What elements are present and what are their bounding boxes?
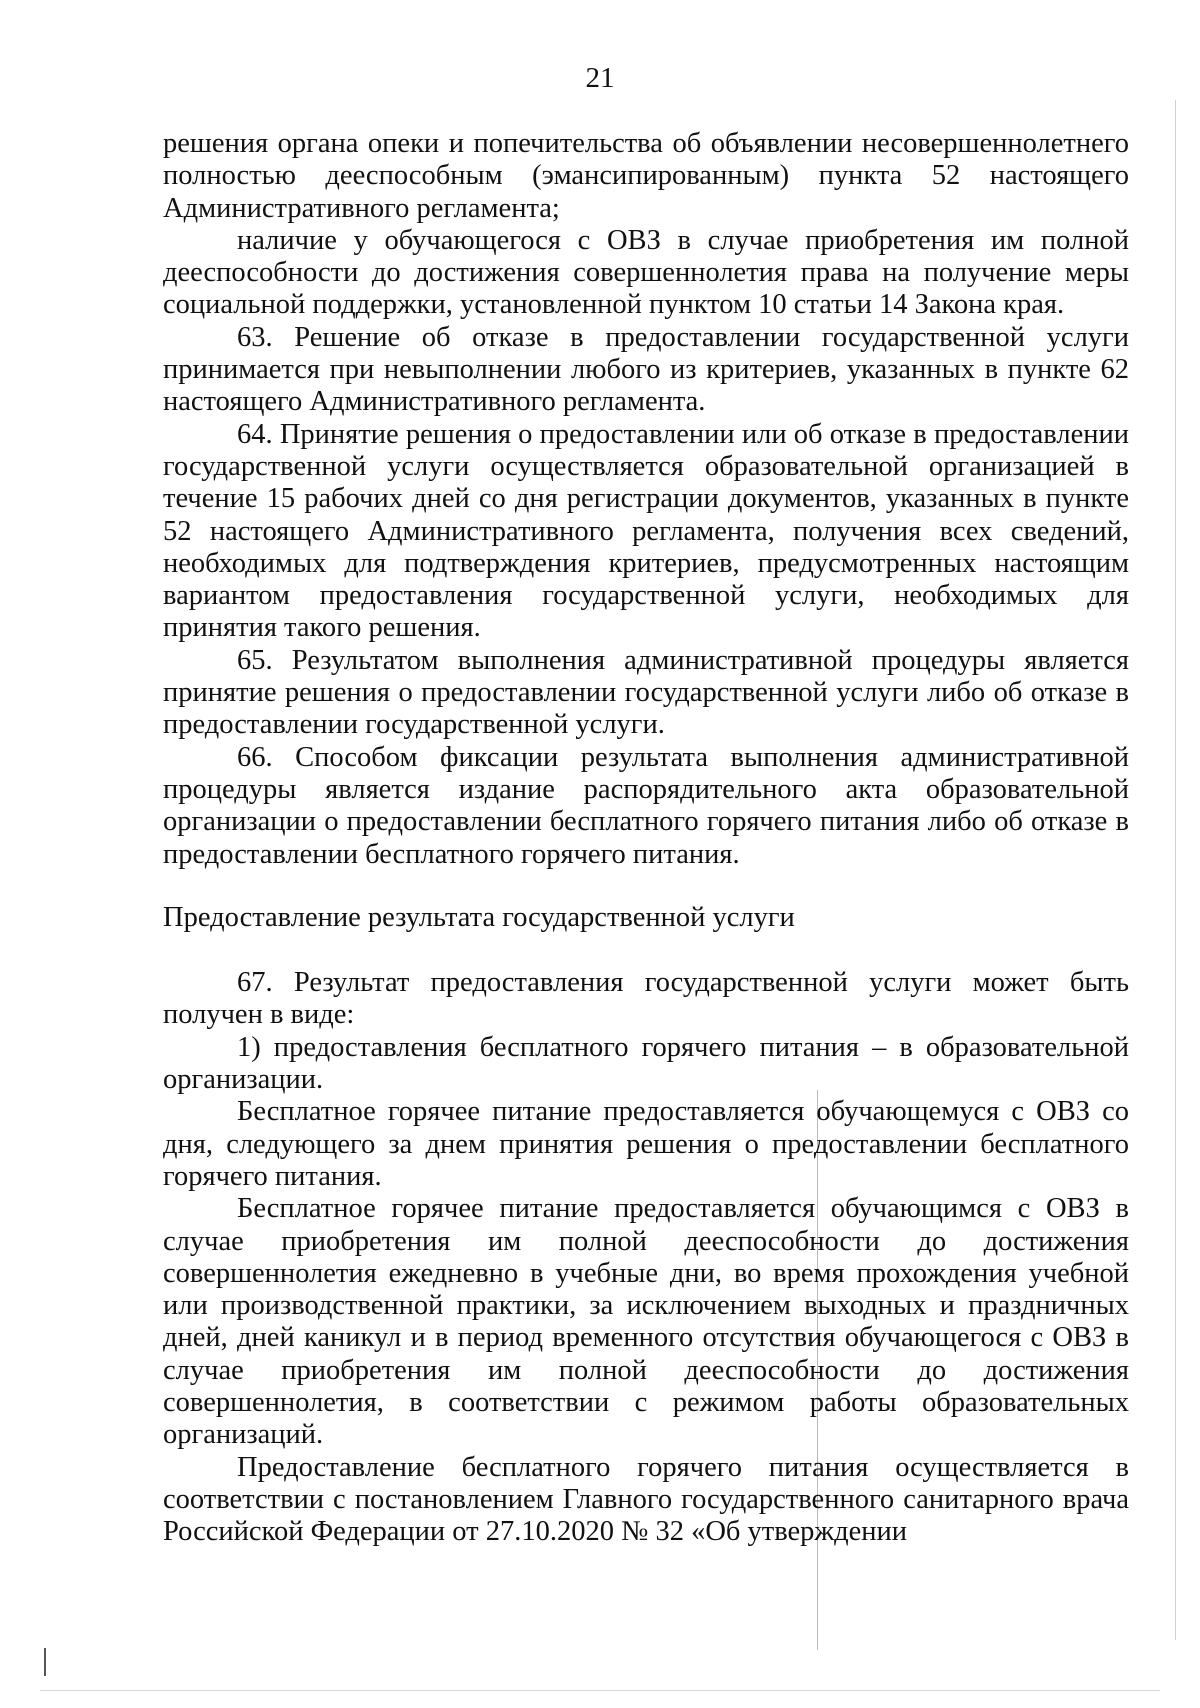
section-heading: Предоставление результата государственной услуги <box>163 901 795 933</box>
scan-artifact-line <box>1175 100 1176 1640</box>
document-body <box>163 128 1129 1548</box>
paragraph: 64. Принятие решения о предоставлении или об отказе в предоставлении государственной услуги осуществляется образовательной организацией в течение 15 рабочих дней со дня регистрации документов, указанных в пункте 52 настоящего Административного регламента, получения всех сведений, необходимых для подтверждения критериев, предусмотренных настоящим вариантом предоставления государственной услуги, необходимых для принятия такого решения. <box>163 418 1129 644</box>
paragraph: Предоставление бесплатного горячего питания осуществляется в соответствии с постановлением Главного государственного санитарного врача Российской Федерации от 27.10.2020 № 32 «Об утверждении <box>163 1451 1129 1548</box>
paragraph: решения органа опеки и попечительства об объявлении несовершеннолетнего полностью дееспособным (эмансипированным) пункта 52 настоящего Административного регламента; <box>163 128 1129 224</box>
paragraph: 63. Решение об отказе в предоставлении государственной услуги принимается при невыполнении любого из критериев, указанных в пункте 62 настоящего Административного регламента. <box>163 321 1129 418</box>
paragraph: 67. Результат предоставления государственной услуги может быть получен в виде: <box>163 967 1129 1031</box>
scan-artifact-line <box>44 1648 46 1676</box>
paragraph: Бесплатное горячее питание предоставляется обучающемуся с ОВЗ со дня, следующего за днем принятия решения о предоставлении бесплатного горячего питания. <box>163 1096 1129 1192</box>
paragraph: наличие у обучающегося с ОВЗ в случае приобретения им полной дееспособности до достижения совершеннолетия права на получение меры социальной поддержки, установленной пунктом 10 статьи 14 Закона края. <box>163 224 1129 321</box>
scan-artifact-line <box>40 1690 1160 1691</box>
paragraph: 65. Результатом выполнения административной процедуры является принятие решения о предоставлении государственной услуги либо об отказе в предоставлении государственной услуги. <box>163 644 1129 741</box>
paragraph: 1) предоставления бесплатного горячего питания – в образовательной организации. <box>163 1031 1129 1096</box>
paragraph: Бесплатное горячее питание предоставляется обучающимся с ОВЗ в случае приобретения им полной дееспособности до достижения совершеннолетия ежедневно в учебные дни, во время прохождения учебной или производственной практики, за исключением выходных и праздничных дней, дней каникул и в период временного отсутствия обучающегося с ОВЗ в случае приобретения им полной дееспособности до достижения совершеннолетия, в соответствии с режимом работы образовательных организаций. <box>163 1193 1129 1451</box>
page-number: 21 <box>585 62 615 94</box>
paragraph: 66. Способом фиксации результата выполнения административной процедуры является издание распорядительного акта образовательной организации о предоставлении бесплатного горячего питания либо об отказе в предоставлении бесплатного горячего питания. <box>163 741 1129 870</box>
